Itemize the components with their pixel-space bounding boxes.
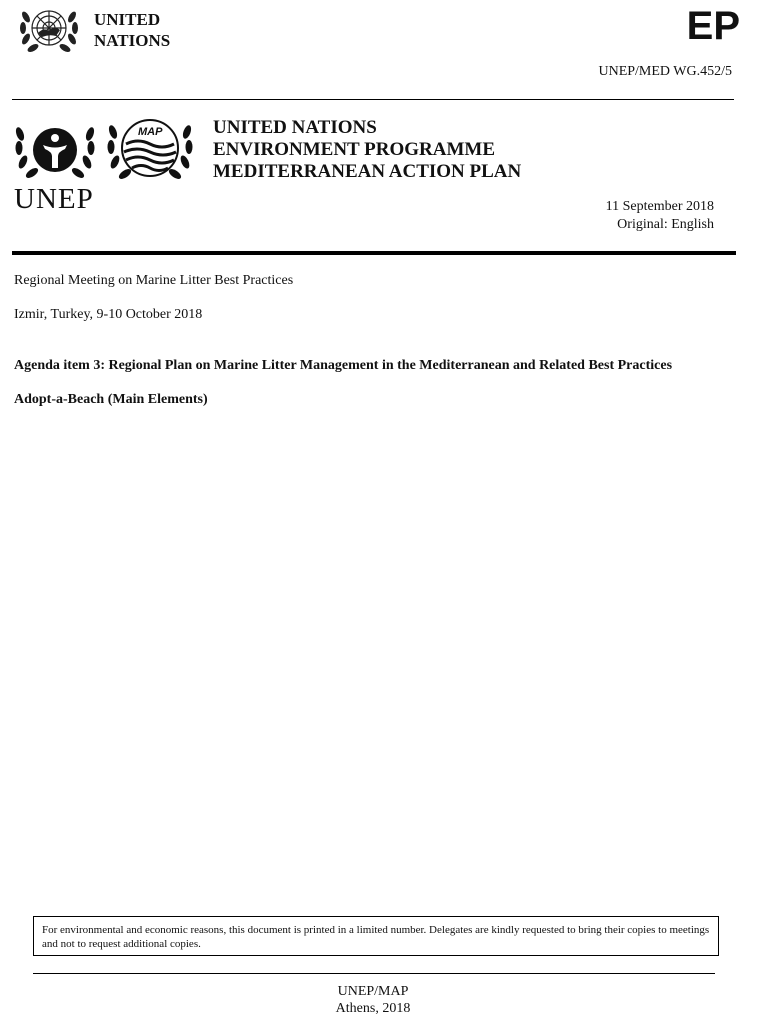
- programme-heading-line2: ENVIRONMENT PROGRAMME: [213, 139, 496, 160]
- footer-rule: [33, 973, 715, 974]
- meeting-title: Regional Meeting on Marine Litter Best Practices: [14, 273, 294, 288]
- footer: [0, 983, 746, 1017]
- map-emblem-logo: [104, 110, 196, 186]
- programme-heading: [213, 117, 521, 183]
- print-notice: For environmental and economic reasons, this document is printed in a limited number. Delegates are kindly requested to bring their copies to meetings and not to request additional copies.: [33, 916, 719, 956]
- language-code: EP: [686, 4, 740, 48]
- unep-emblem-logo: [12, 112, 98, 184]
- document-symbol: UNEP/MED WG.452/5: [598, 64, 732, 79]
- footer-line1: UNEP/MAP: [337, 984, 409, 999]
- agenda-item: Agenda item 3: Regional Plan on Marine Litter Management in the Mediterranean and Related Best Practices: [14, 358, 673, 373]
- header-rule: [12, 99, 734, 100]
- original-language: Original: English: [617, 217, 714, 232]
- un-wordmark: [94, 9, 170, 51]
- masthead-rule: [12, 251, 736, 255]
- un-wordmark-line2: NATIONS: [94, 31, 171, 50]
- document-title: Adopt-a-Beach (Main Elements): [14, 392, 208, 407]
- footer-line2: Athens, 2018: [335, 1001, 411, 1016]
- programme-heading-line3: MEDITERRANEAN ACTION PLAN: [213, 161, 522, 182]
- un-emblem-logo: [16, 3, 82, 57]
- date-block: [606, 198, 714, 234]
- document-date: 11 September 2018: [605, 199, 714, 214]
- programme-heading-line1: UNITED NATIONS: [213, 117, 377, 138]
- unep-logo-text: UNEP: [14, 183, 94, 215]
- map-logo-text: MAP: [138, 126, 163, 138]
- un-wordmark-line1: UNITED: [94, 10, 161, 29]
- meeting-location-date: Izmir, Turkey, 9-10 October 2018: [14, 307, 203, 322]
